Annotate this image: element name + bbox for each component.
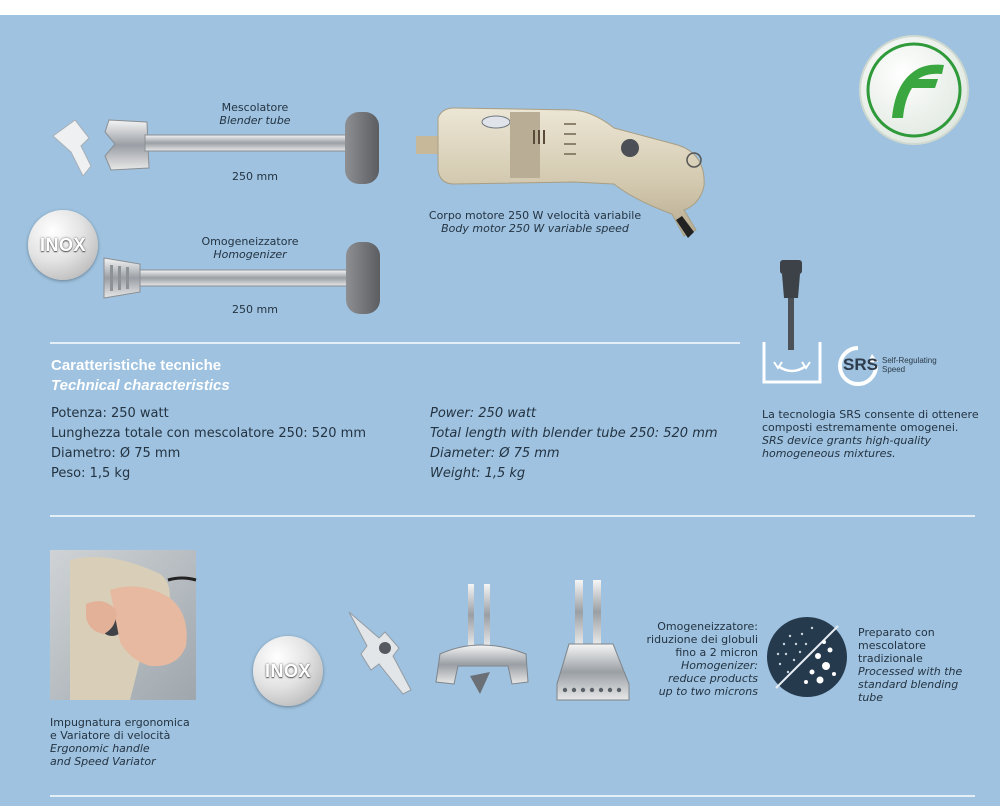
trad-it-line2: mescolatore tradizionale bbox=[858, 639, 926, 665]
srs-logo-caption-line1: Self-Regulating bbox=[882, 356, 937, 365]
spec-it-weight: Peso: 1,5 kg bbox=[51, 466, 131, 481]
blender-tube-label-en: Blender tube bbox=[219, 114, 291, 127]
traditional-caption bbox=[858, 626, 993, 704]
ergonomic-handle-photo bbox=[50, 550, 196, 700]
homog-it-line2: riduzione dei globuli bbox=[646, 633, 758, 646]
inox-badge-text: INOX bbox=[39, 234, 86, 255]
homogenizer-label-en: Homogenizer bbox=[213, 248, 287, 261]
divider-top bbox=[50, 342, 740, 344]
homogenization-particles-icon bbox=[764, 614, 850, 700]
body-motor-label-en: Body motor 250 W variable speed bbox=[441, 222, 629, 235]
divider-middle bbox=[50, 515, 975, 517]
technical-title-en: Technical characteristics bbox=[51, 377, 230, 394]
specs-en-list bbox=[430, 404, 740, 484]
homog-it-line1: Omogeneizzatore: bbox=[657, 620, 758, 633]
srs-description-en: SRS device grants high-quality homogeneous mixtures. bbox=[762, 434, 932, 460]
spec-it-length: Lunghezza totale con mescolatore 250: 520 mm bbox=[51, 426, 367, 441]
handle-it-line1: Impugnatura ergonomica bbox=[50, 716, 190, 729]
inox-badge-icon bbox=[28, 210, 98, 280]
spec-en-length: Total length with blender tube 250: 520 mm bbox=[430, 426, 718, 441]
technical-title-it: Caratteristiche tecniche bbox=[51, 357, 222, 374]
blender-head-illustration bbox=[430, 584, 535, 704]
handle-en-line2: and Speed Variator bbox=[50, 755, 156, 768]
homogenizer-head-illustration bbox=[555, 580, 635, 706]
homog-it-line3: fino a 2 micron bbox=[675, 646, 758, 659]
srs-logo-text: SRS bbox=[843, 355, 878, 374]
blender-tube-illustration bbox=[45, 108, 385, 188]
trad-en-line2: standard blending bbox=[858, 678, 959, 691]
spec-it-diameter: Diametro: Ø 75 mm bbox=[51, 446, 181, 461]
handle-it-line2: e Variatore di velocità bbox=[50, 729, 171, 742]
brand-f-logo-icon bbox=[858, 34, 970, 146]
inox-badge-bottom-text: INOX bbox=[264, 660, 311, 681]
srs-description-it: La tecnologia SRS consente di ottenere composti estremamente omogenei. bbox=[762, 408, 979, 434]
homogenizer-label-it: Omogeneizzatore bbox=[201, 235, 299, 248]
spec-en-diameter: Diameter: Ø 75 mm bbox=[430, 446, 560, 461]
srs-logo-caption bbox=[882, 356, 937, 374]
spec-it-power: Potenza: 250 watt bbox=[51, 406, 169, 421]
body-motor-label bbox=[415, 209, 655, 235]
specs-it-list bbox=[51, 404, 421, 484]
blender-tube-label-it: Mescolatore bbox=[221, 101, 289, 114]
ergonomic-handle-caption bbox=[50, 716, 220, 768]
homog-en-line3: up to two microns bbox=[658, 685, 758, 698]
blade-illustration bbox=[345, 608, 415, 698]
homogenizer-length: 250 mm bbox=[232, 303, 278, 316]
handle-en-line1: Ergonomic handle bbox=[50, 742, 150, 755]
homog-en-line2: reduce products bbox=[668, 672, 758, 685]
srs-logo-caption-line2: Speed bbox=[882, 365, 906, 374]
spec-en-weight: Weight: 1,5 kg bbox=[430, 466, 526, 481]
homogenizer-caption bbox=[640, 620, 758, 698]
trad-en-line3: tube bbox=[858, 691, 884, 704]
divider-bottom bbox=[50, 795, 975, 797]
srs-description bbox=[762, 408, 982, 460]
blender-tube-length: 250 mm bbox=[232, 170, 278, 183]
spec-en-power: Power: 250 watt bbox=[430, 406, 537, 421]
trad-en-line1: Processed with the bbox=[858, 665, 963, 678]
homog-en-line1: Homogenizer: bbox=[681, 659, 758, 672]
trad-it-line1: Preparato con bbox=[858, 626, 935, 639]
inox-badge-bottom-icon bbox=[253, 636, 323, 706]
body-motor-label-it: Corpo motore 250 W velocità variabile bbox=[428, 209, 642, 222]
srs-bowl-icon bbox=[758, 258, 828, 388]
